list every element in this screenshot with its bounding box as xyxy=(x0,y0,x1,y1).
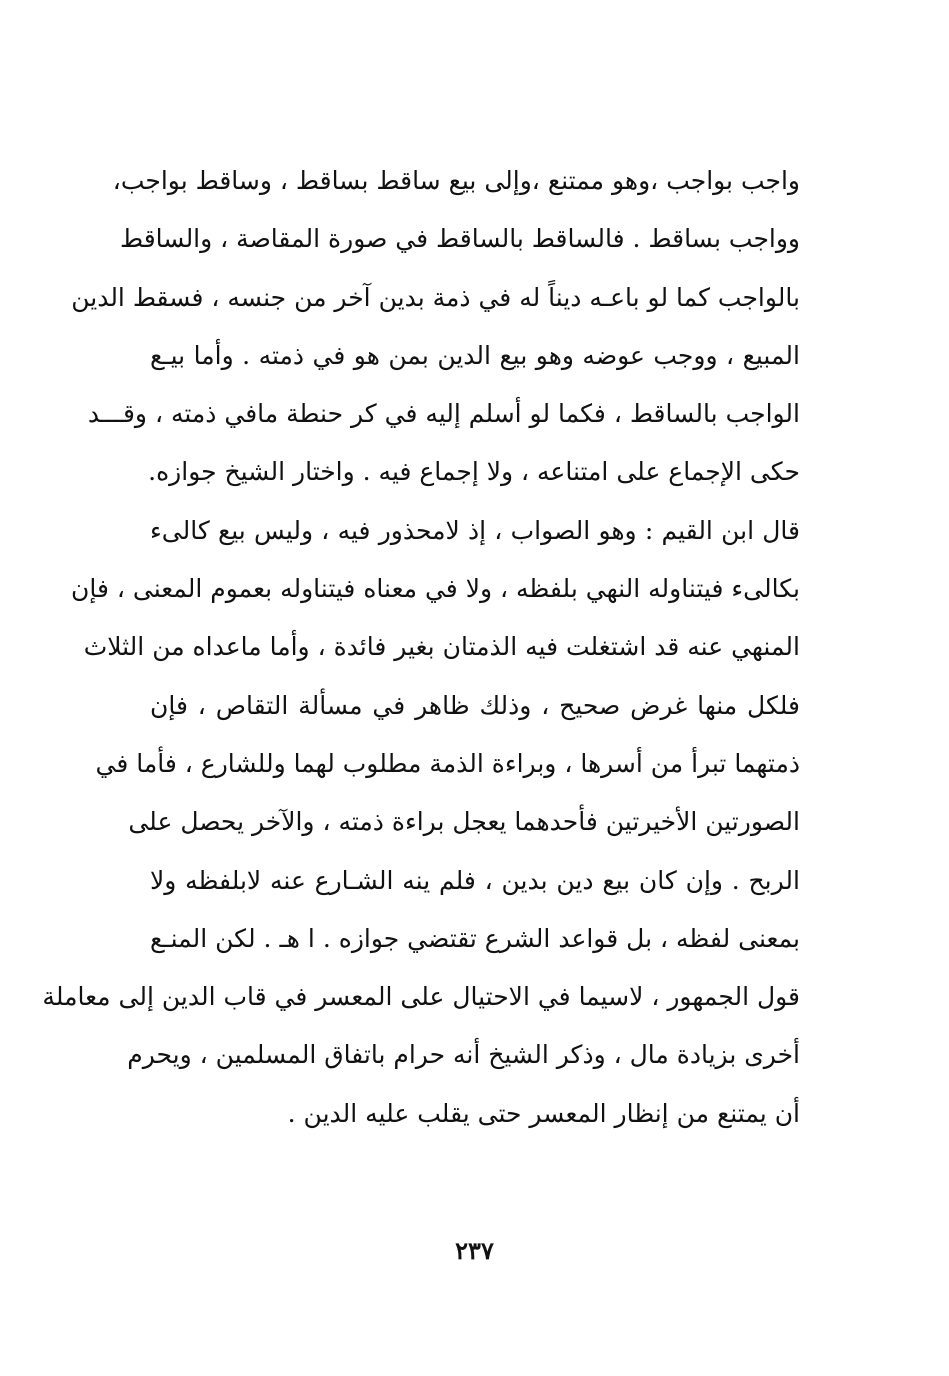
text-line-17: أن يمتنع من إنظار المعسر حتى يقلب عليه الدين . xyxy=(287,1098,800,1128)
text-line-1: واجب بواجب ،وهو ممتنع ،وإلى بيع ساقط بساقط ، وساقط بواجب، xyxy=(112,166,800,195)
text-line-13: الربح . وإن كان بيع دين بدين ، فلم ينه الشـارع عنه لابلفظه ولا xyxy=(150,865,800,895)
text-line-2: وواجب بساقط . فالساقط بالساقط في صورة المقاصة ، والساقط xyxy=(119,224,800,254)
text-line-9: المنهي عنه قد اشتغلت فيه الذمتان بغير فائدة ، وأما ماعداه من الثلاث xyxy=(83,632,800,662)
text-line-6: حكى الإجماع على امتناعه ، ولا إجماع فيه . واختار الشيخ جوازه. xyxy=(148,457,800,487)
text-line-15: قول الجمهور ، لاسيما في الاحتيال على المعسر في قاب الدين إلى معاملة xyxy=(42,982,800,1012)
text-line-5: الواجب بالساقط ، فكما لو أسلم إليه في كر حنطة مافي ذمته ، وقـــد xyxy=(87,399,800,429)
text-line-11: ذمتهما تبرأ من أسرها ، وبراءة الذمة مطلوب لهما وللشارع ، فأما في xyxy=(95,748,800,778)
text-line-16: أخرى بزيادة مال ، وذكر الشيخ أنه حرام باتفاق المسلمين ، ويحرم xyxy=(127,1040,800,1070)
body-text xyxy=(42,152,800,1143)
text-line-3: بالواجب كما لو باعـه ديناً له في ذمة بدين آخر من جنسه ، فسقط الدين xyxy=(71,282,800,312)
text-line-14: بمعنى لفظه ، بل قواعد الشرع تقتضي جوازه . ا هـ . لكن المنـع xyxy=(150,923,800,953)
text-line-8: بكالىء فيتناوله النهي بلفظه ، ولا في معناه فيتناوله بعموم المعنى ، فإن xyxy=(70,574,800,604)
page-number: ٢٣٧ xyxy=(455,1236,494,1265)
text-line-4: المبيع ، ووجب عوضه وهو بيع الدين بمن هو في ذمته . وأما بيـع xyxy=(150,340,800,370)
text-line-12: الصورتين الأخيرتين فأحدهما يعجل براءة ذمته ، والآخر يحصل على xyxy=(128,807,800,837)
text-line-10: فلكل منها غرض صحيح ، وذلك ظاهر في مسألة التقاص ، فإن xyxy=(150,690,800,720)
text-line-7: قال ابن القيم : وهو الصواب ، إذ لامحذور فيه ، وليس بيع كالىء xyxy=(150,515,800,545)
